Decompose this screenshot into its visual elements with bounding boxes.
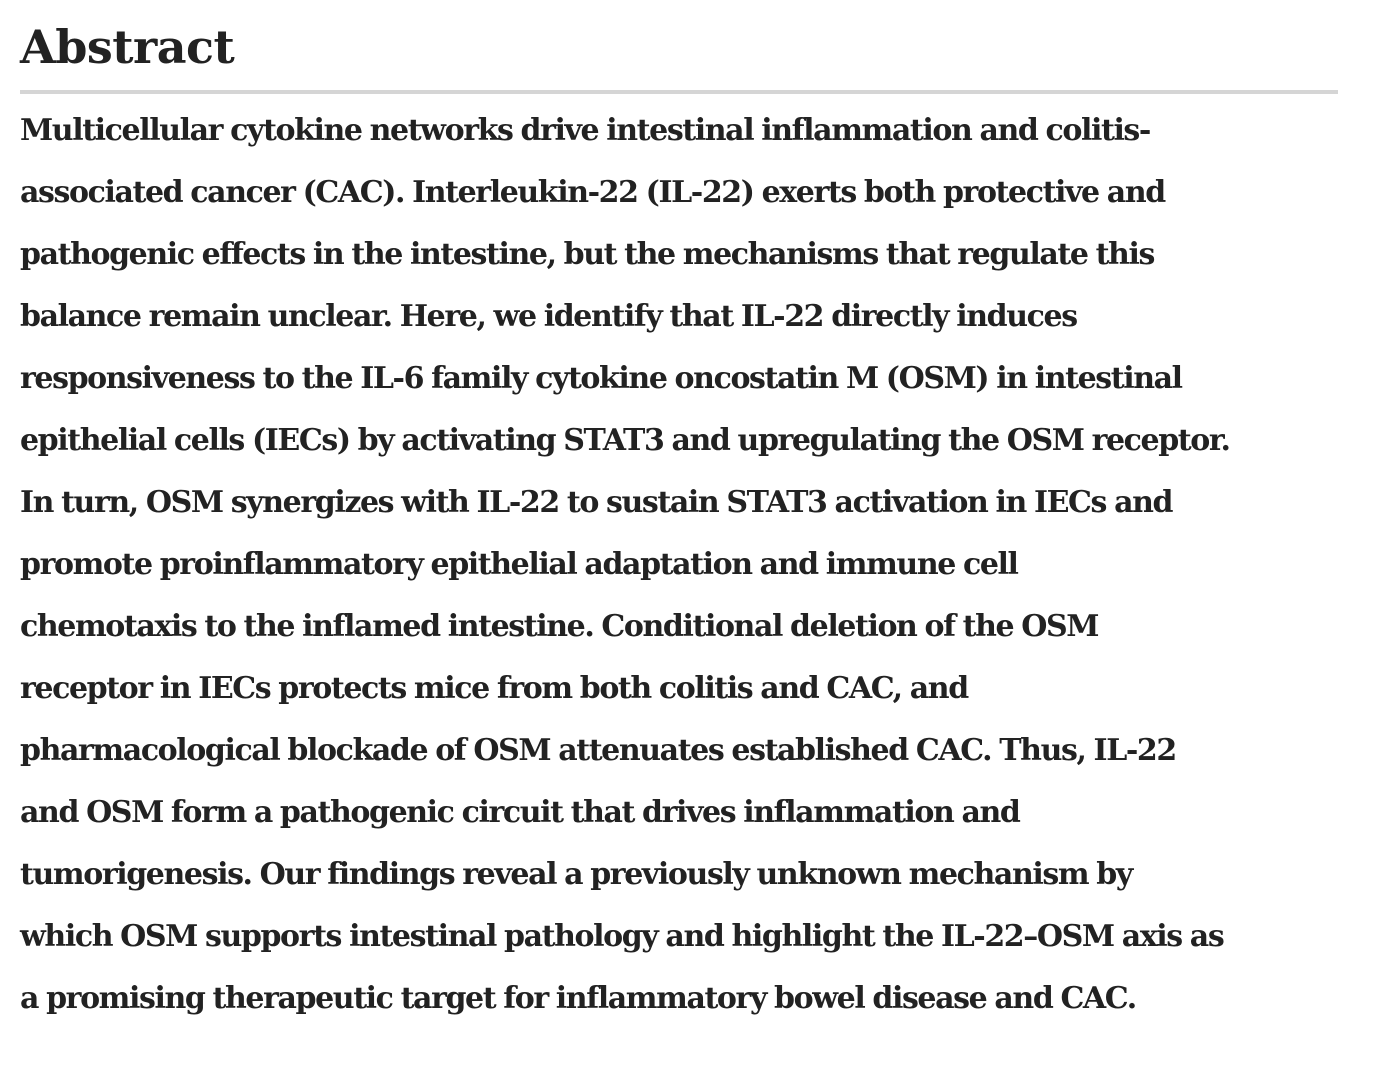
abstract-line: In turn, OSM synergizes with IL-22 to sustain STAT3 activation in IECs and (20, 485, 1173, 520)
abstract-line: which OSM supports intestinal pathology and highlight the IL-22–OSM axis as (20, 919, 1224, 954)
abstract-section (20, 18, 1338, 1024)
abstract-line: and OSM form a pathogenic circuit that drives inflammation and (20, 795, 1020, 830)
abstract-line: receptor in IECs protects mice from both colitis and CAC, and (20, 671, 968, 706)
abstract-line: responsiveness to the IL-6 family cytokine oncostatin M (OSM) in intestinal (20, 361, 1182, 396)
abstract-heading: Abstract (20, 18, 1338, 94)
abstract-line: pharmacological blockade of OSM attenuates established CAC. Thus, IL-22 (20, 733, 1176, 768)
abstract-line: pathogenic effects in the intestine, but the mechanisms that regulate this (20, 237, 1154, 272)
abstract-line: promote proinflammatory epithelial adaptation and immune cell (20, 547, 1018, 582)
abstract-line: chemotaxis to the inflamed intestine. Conditional deletion of the OSM (20, 609, 1099, 644)
abstract-line: epithelial cells (IECs) by activating STAT3 and upregulating the OSM receptor. (20, 423, 1230, 458)
abstract-body (20, 100, 1338, 1030)
abstract-line: associated cancer (CAC). Interleukin-22 (IL-22) exerts both protective and (20, 175, 1165, 210)
abstract-line: Multicellular cytokine networks drive intestinal inflammation and colitis- (20, 113, 1150, 148)
abstract-line: balance remain unclear. Here, we identify that IL-22 directly induces (20, 299, 1077, 334)
abstract-line: tumorigenesis. Our findings reveal a previously unknown mechanism by (20, 857, 1132, 892)
abstract-line: a promising therapeutic target for inflammatory bowel disease and CAC. (20, 981, 1136, 1016)
